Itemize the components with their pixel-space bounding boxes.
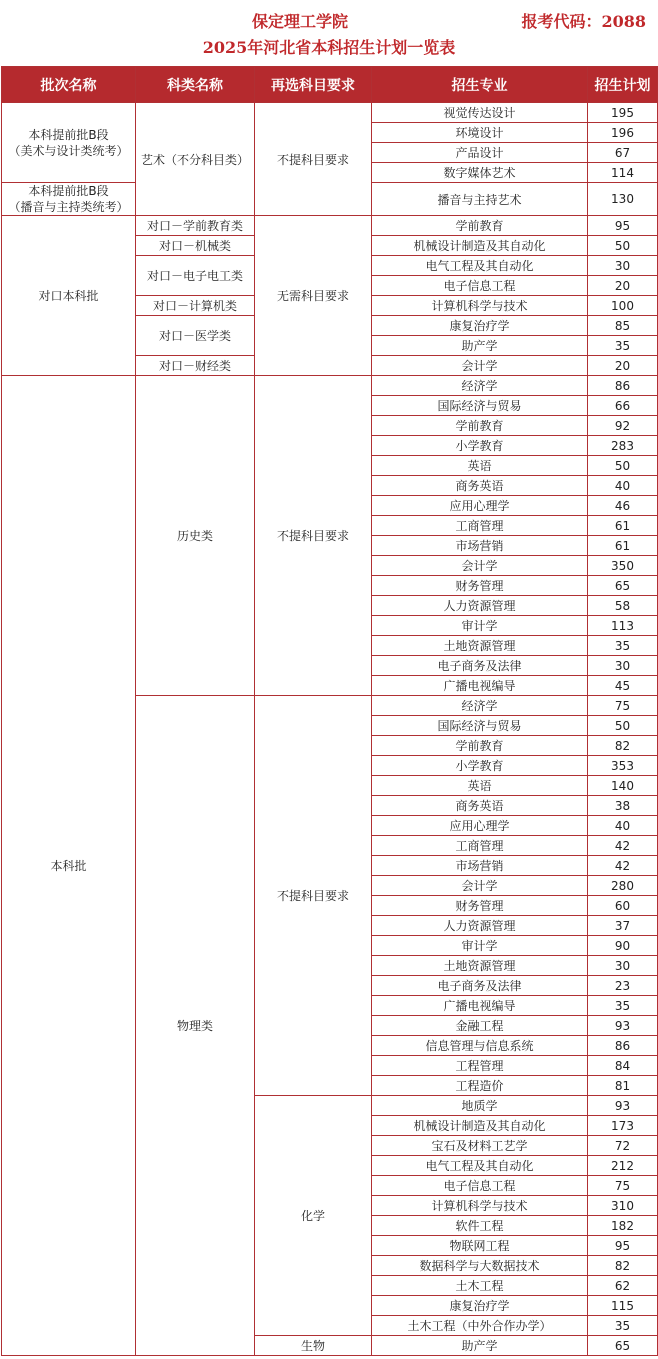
major-cell: 市场营销 [372,536,588,556]
column-header-major: 招生专业 [372,67,588,103]
plan-cell: 45 [588,676,658,696]
plan-cell: 65 [588,576,658,596]
plan-cell: 130 [588,183,658,216]
plan-cell: 35 [588,336,658,356]
plan-cell: 46 [588,496,658,516]
enrollment-plan-table [1,66,658,1356]
plan-cell: 113 [588,616,658,636]
plan-cell: 20 [588,276,658,296]
plan-cell: 90 [588,936,658,956]
plan-cell: 283 [588,436,658,456]
category-cell: 物理类 [136,696,255,1356]
plan-cell: 95 [588,1236,658,1256]
plan-cell: 30 [588,656,658,676]
major-cell: 土木工程（中外合作办学） [372,1316,588,1336]
major-cell: 小学教育 [372,756,588,776]
category-cell: 对口－医学类 [136,316,255,356]
plan-cell: 86 [588,376,658,396]
plan-cell: 212 [588,1156,658,1176]
major-cell: 计算机科学与技术 [372,296,588,316]
major-cell: 机械设计制造及其自动化 [372,1116,588,1136]
plan-cell: 35 [588,1316,658,1336]
plan-cell: 75 [588,696,658,716]
major-cell: 学前教育 [372,216,588,236]
requirement-cell: 不提科目要求 [255,376,372,696]
plan-cell: 195 [588,103,658,123]
major-cell: 应用心理学 [372,496,588,516]
plan-cell: 182 [588,1216,658,1236]
requirement-cell: 无需科目要求 [255,216,372,376]
major-cell: 财务管理 [372,896,588,916]
major-cell: 宝石及材料工艺学 [372,1136,588,1156]
plan-cell: 115 [588,1296,658,1316]
category-cell: 对口－电子电工类 [136,256,255,296]
plan-cell: 65 [588,1336,658,1356]
requirement-cell: 生物 [255,1336,372,1356]
major-cell: 康复治疗学 [372,1296,588,1316]
major-cell: 审计学 [372,936,588,956]
plan-cell: 62 [588,1276,658,1296]
enrollment-code: 报考代码：2088 [521,12,646,31]
table-row [2,376,658,396]
major-cell: 土地资源管理 [372,956,588,976]
plan-cell: 100 [588,296,658,316]
major-cell: 电气工程及其自动化 [372,1156,588,1176]
major-cell: 人力资源管理 [372,596,588,616]
column-header-requirement: 再选科目要求 [255,67,372,103]
major-cell: 数字媒体艺术 [372,163,588,183]
plan-cell: 140 [588,776,658,796]
major-cell: 电子商务及法律 [372,976,588,996]
table-row [2,216,658,236]
plan-title: 2025年河北省本科招生计划一览表 [202,38,456,57]
plan-cell: 350 [588,556,658,576]
plan-cell: 30 [588,256,658,276]
major-cell: 经济学 [372,376,588,396]
plan-cell: 50 [588,716,658,736]
plan-cell: 93 [588,1016,658,1036]
plan-cell: 35 [588,636,658,656]
plan-cell: 72 [588,1136,658,1156]
plan-cell: 42 [588,836,658,856]
major-cell: 助产学 [372,336,588,356]
major-cell: 电子信息工程 [372,1176,588,1196]
batch-cell: 本科提前批B段 （播音与主持类统考） [2,183,136,216]
plan-cell: 40 [588,816,658,836]
major-cell: 金融工程 [372,1016,588,1036]
major-cell: 经济学 [372,696,588,716]
table-header-row [2,67,658,103]
major-cell: 人力资源管理 [372,916,588,936]
category-cell: 对口－财经类 [136,356,255,376]
plan-cell: 20 [588,356,658,376]
major-cell: 工程造价 [372,1076,588,1096]
major-cell: 物联网工程 [372,1236,588,1256]
batch-cell: 本科提前批B段 （美术与设计类统考） [2,103,136,183]
plan-cell: 42 [588,856,658,876]
table-body [2,103,658,1356]
plan-cell: 196 [588,123,658,143]
major-cell: 环境设计 [372,123,588,143]
plan-cell: 35 [588,996,658,1016]
category-cell: 历史类 [136,376,255,696]
major-cell: 电子信息工程 [372,276,588,296]
batch-cell: 对口本科批 [2,216,136,376]
plan-cell: 40 [588,476,658,496]
major-cell: 电子商务及法律 [372,656,588,676]
plan-cell: 310 [588,1196,658,1216]
major-cell: 应用心理学 [372,816,588,836]
major-cell: 会计学 [372,876,588,896]
batch-cell: 本科批 [2,376,136,1356]
major-cell: 地质学 [372,1096,588,1116]
major-cell: 助产学 [372,1336,588,1356]
requirement-cell: 不提科目要求 [255,696,372,1096]
major-cell: 产品设计 [372,143,588,163]
major-cell: 商务英语 [372,796,588,816]
plan-cell: 84 [588,1056,658,1076]
plan-cell: 86 [588,1036,658,1056]
plan-cell: 82 [588,1256,658,1276]
major-cell: 国际经济与贸易 [372,716,588,736]
major-cell: 工商管理 [372,836,588,856]
page-header [0,0,658,66]
school-name: 保定理工学院 [251,12,348,31]
major-cell: 视觉传达设计 [372,103,588,123]
plan-cell: 37 [588,916,658,936]
plan-cell: 95 [588,216,658,236]
major-cell: 广播电视编导 [372,996,588,1016]
plan-cell: 23 [588,976,658,996]
major-cell: 国际经济与贸易 [372,396,588,416]
major-cell: 康复治疗学 [372,316,588,336]
major-cell: 会计学 [372,556,588,576]
column-header-plan: 招生计划 [588,67,658,103]
column-header-category: 科类名称 [136,67,255,103]
plan-cell: 61 [588,516,658,536]
major-cell: 学前教育 [372,736,588,756]
plan-cell: 173 [588,1116,658,1136]
category-cell: 艺术（不分科目类） [136,103,255,216]
major-cell: 软件工程 [372,1216,588,1236]
plan-cell: 61 [588,536,658,556]
plan-cell: 85 [588,316,658,336]
plan-cell: 93 [588,1096,658,1116]
major-cell: 数据科学与大数据技术 [372,1256,588,1276]
plan-cell: 67 [588,143,658,163]
category-cell: 对口－计算机类 [136,296,255,316]
major-cell: 信息管理与信息系统 [372,1036,588,1056]
major-cell: 广播电视编导 [372,676,588,696]
major-cell: 财务管理 [372,576,588,596]
plan-cell: 92 [588,416,658,436]
major-cell: 机械设计制造及其自动化 [372,236,588,256]
major-cell: 商务英语 [372,476,588,496]
major-cell: 市场营销 [372,856,588,876]
major-cell: 英语 [372,776,588,796]
major-cell: 英语 [372,456,588,476]
major-cell: 计算机科学与技术 [372,1196,588,1216]
plan-cell: 38 [588,796,658,816]
category-cell: 对口－学前教育类 [136,216,255,236]
plan-cell: 50 [588,236,658,256]
plan-cell: 353 [588,756,658,776]
plan-cell: 30 [588,956,658,976]
plan-cell: 60 [588,896,658,916]
table-row [2,103,658,123]
major-cell: 工程管理 [372,1056,588,1076]
plan-cell: 66 [588,396,658,416]
plan-cell: 58 [588,596,658,616]
plan-cell: 81 [588,1076,658,1096]
requirement-cell: 不提科目要求 [255,103,372,216]
plan-cell: 75 [588,1176,658,1196]
major-cell: 土地资源管理 [372,636,588,656]
plan-cell: 82 [588,736,658,756]
plan-cell: 114 [588,163,658,183]
requirement-cell: 化学 [255,1096,372,1336]
major-cell: 审计学 [372,616,588,636]
plan-cell: 280 [588,876,658,896]
major-cell: 土木工程 [372,1276,588,1296]
major-cell: 工商管理 [372,516,588,536]
major-cell: 播音与主持艺术 [372,183,588,216]
column-header-batch: 批次名称 [2,67,136,103]
plan-cell: 50 [588,456,658,476]
category-cell: 对口－机械类 [136,236,255,256]
major-cell: 学前教育 [372,416,588,436]
major-cell: 电气工程及其自动化 [372,256,588,276]
major-cell: 小学教育 [372,436,588,456]
major-cell: 会计学 [372,356,588,376]
